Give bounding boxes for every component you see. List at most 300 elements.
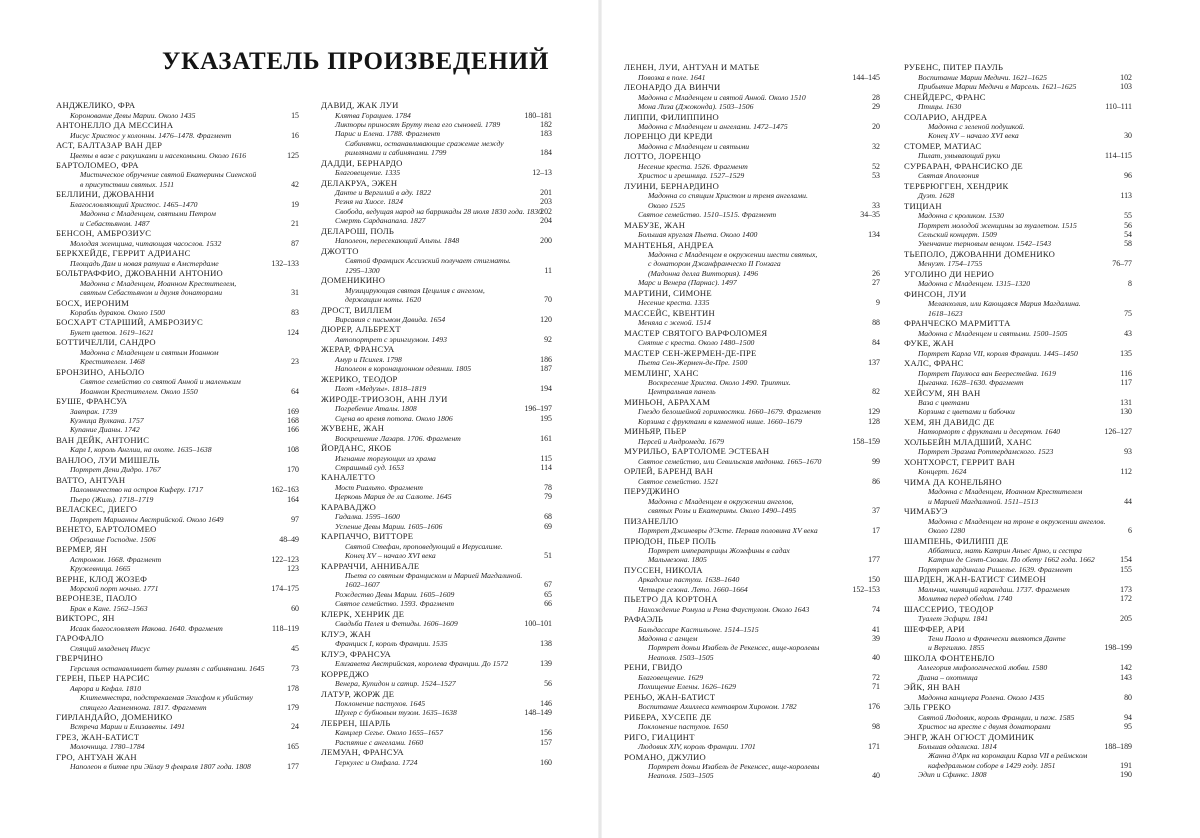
artist-name: ХАЛС, ФРАНС [904,358,964,369]
page-number: 30 [1124,131,1132,141]
artwork-title: спящего Агамемнона. 1817. Фрагмент [80,702,207,712]
artist-heading [624,535,880,546]
page-number: 180–181 [524,110,552,120]
artwork-title: Корзина с цветами и бабочки [918,407,1015,417]
index-column-1 [56,100,299,772]
artist-name: ЛОТТО, ЛОРЕНЦО [624,151,701,162]
artwork-title: Гадалка. 1595–1600 [335,512,400,522]
artist-name: АНТОНЕЛЛО ДА МЕССИНА [56,120,174,131]
artist-heading [904,387,1132,398]
page-number: 80 [1124,692,1132,702]
artwork-title: Портрет доньи Изабель де Рекенсес, вице-королевы [648,643,820,653]
page-number: 72 [872,672,880,682]
page-number: 97 [291,514,299,524]
page-number: 65 [544,589,552,599]
artist-heading [624,565,880,576]
artist-heading [321,246,552,257]
artist-heading [321,718,552,729]
page-number: 191 [1120,760,1132,770]
page-number: 53 [872,171,880,181]
artwork-title: Портрет доньи Изабель де Рекенсес, вице-королевы [648,761,820,771]
artist-name: ГЕРЕН, ПЬЕР НАРСИС [56,673,150,684]
artwork-title: Большая круглая Пьета. Около 1400 [638,229,758,239]
artist-name: ВАН ДЕЙК, АНТОНИС [56,434,150,445]
artwork-entry [904,673,1132,682]
artwork-title: Благовещение. 1335 [335,168,401,178]
artist-heading [904,702,1132,713]
page-number: 66 [544,599,552,609]
artist-name: МИНЬЯР, ПЬЕР [624,426,687,437]
artist-name: РОМАНО, ДЖУЛИО [624,751,706,762]
page-number: 55 [1124,211,1132,221]
artwork-entry [321,512,552,521]
artwork-title: Мальмезона. 1805 [648,555,707,565]
artwork-entry [56,308,299,317]
artwork-entry [904,467,1132,476]
artwork-title: Святое семейство. 1521 [638,476,719,486]
artwork-title: Аркадские пастухи. 1638–1640 [638,575,740,585]
artist-name: ВЕЛАСКЕС, ДИЕГО [56,504,138,515]
page-number: 8 [1128,279,1132,289]
artwork-entry [624,575,880,584]
artist-heading [624,367,880,378]
artwork-entry [624,298,880,307]
artist-heading [321,443,552,454]
page-number: 15 [291,110,299,120]
index-column-3 [624,62,880,781]
artist-heading [56,396,299,407]
artwork-entry [904,447,1132,456]
page-number: 79 [544,492,552,502]
artwork-title: Святое семейство со святой Анной и маленьким [80,377,241,387]
artist-heading [321,502,552,513]
artwork-title: Нахождение Ромула и Рема Фаустулом. Около 1643 [638,604,810,614]
artwork-entry [56,170,299,179]
artwork-title: Бальдассаре Кастильоне. 1514–1515 [638,624,759,634]
artwork-title: Мадонна со спящим Христом и тремя ангелами. [648,191,808,201]
artwork-entry [904,497,1132,506]
page-number: 171 [868,742,880,752]
artist-heading [624,327,880,338]
artist-name: КАРРАЧЧИ, АННИБАЛЕ [321,560,420,571]
page-number: 56 [544,678,552,688]
artwork-entry [56,259,299,268]
artist-heading [321,324,552,335]
artwork-title: Тени Паоло и Франчески являются Данте [928,633,1066,643]
artwork-entry [321,619,552,628]
artwork-entry [904,73,1132,82]
page-number: 56 [1124,220,1132,230]
artwork-title: Святая Аполлония [918,171,979,181]
artwork-title: Увенчание терновым венцом. 1542–1543 [918,239,1052,249]
artist-name: ГРЕЗ, ЖАН-БАТИСТ [56,732,140,743]
page-number: 43 [1124,328,1132,338]
artwork-entry [624,555,880,564]
artwork-title: 1618–1623 [928,308,963,318]
artwork-entry [904,151,1132,160]
artist-name: ГВЕРЧИНО [56,653,103,664]
artwork-title: Шулер с бубновым тузом. 1635–1638 [335,708,457,718]
artwork-title: Иисус Христос у колонны. 1476–1478. Фрагмент [70,130,232,140]
artwork-title: в присутствии святых. 1511 [80,179,175,189]
artwork-title: Елизавета Австрийская, королева Франции. До 1572 [335,659,509,669]
artwork-entry [624,742,880,751]
artwork-title: Изгнание торгующих из храма [335,453,436,463]
artwork-entry [904,398,1132,407]
artist-heading [904,62,1132,73]
page-number: 23 [291,357,299,367]
artwork-entry [624,250,880,259]
index-column-2 [321,100,552,767]
artwork-title: Обрезание Господне. 1506 [70,534,156,544]
artwork-entry [56,495,299,504]
artwork-entry [624,122,880,131]
page-number: 64 [291,386,299,396]
page-number: 102 [1120,72,1132,82]
page-number: 137 [868,357,880,367]
artist-name: ХЕМ, ЯН ДАВИДС ДЕ [904,416,995,427]
page-number: 173 [1120,584,1132,594]
page-number: 51 [544,550,552,560]
page-number: 114–115 [1104,151,1132,161]
artwork-title: Портрет Дени Дидро. 1767 [70,465,161,475]
artist-name: ХЕЙСУМ, ЯН ВАН [904,387,981,398]
artist-heading [56,613,299,624]
artist-name: ДЖОТТО [321,245,359,256]
artwork-title: Гнездо белошейной горихвостки. 1660–1679. Фрагмент [638,407,821,417]
artwork-title: Площадь Дам и новая ратуша в Амстердаме [70,258,219,268]
artwork-entry [904,761,1132,770]
page-number: 16 [291,130,299,140]
artwork-title: Воспитание Марии Медичи. 1621–1625 [918,72,1047,82]
artwork-title: Клятва Горациев. 1784 [335,110,411,120]
artist-heading [321,423,552,434]
artist-heading [321,394,552,405]
artist-name: ВЕНЕТО, БАРТОЛОМЕО [56,524,157,535]
page-number: 12–13 [532,168,552,178]
artist-heading [624,515,880,526]
page-number: 20 [872,121,880,131]
artist-heading [904,358,1132,369]
artwork-entry [321,404,552,413]
artwork-entry [56,288,299,297]
artist-name: ЛЕНЕН, ЛУИ, АНТУАН И МАТЬЕ [624,62,760,73]
artist-heading [321,628,552,639]
artist-name: КАРПАЧЧО, ВИТТОРЕ [321,531,414,542]
artwork-title: Портрет Марианны Австрийской. Около 1649 [70,514,224,524]
artist-name: ШЕФФЕР, АРИ [904,623,965,634]
artist-name: ПУССЕН, НИКОЛА [624,564,703,575]
page-number: 40 [872,652,880,662]
artist-heading [321,747,552,758]
artist-name: МАСТЕР СВЯТОГО ВАРФОЛОМЕЯ [624,327,768,338]
page-number: 134 [868,229,880,239]
page-number: 142 [1120,663,1132,673]
artwork-entry [321,571,552,580]
artist-name: РУБЕНС, ПИТЕР ПАУЛЬ [904,62,1004,73]
artwork-entry [321,295,552,304]
artwork-entry [904,770,1132,779]
page-number: 168 [287,415,299,425]
artist-heading [624,662,880,673]
artwork-entry [56,328,299,337]
artwork-title: Аллегория мифологической любви. 1580 [918,663,1048,673]
artwork-entry [321,434,552,443]
artwork-title: Неаполя. 1503–1505 [648,771,714,781]
artist-name: ДЮРЕР, АЛЬБРЕХТ [321,324,401,335]
artwork-entry [321,111,552,120]
artwork-entry [321,483,552,492]
artwork-title: с донатором Джанфранческо II Гонзага [648,259,781,269]
artist-heading [904,338,1132,349]
artwork-title: Мадонна с Младенцем на троне в окружении ангелов. [928,516,1106,526]
artist-name: ЧИМАБУЭ [904,506,948,517]
artist-heading [904,91,1132,102]
artwork-entry [56,387,299,396]
artwork-title: Музицирующая святая Цецилия с ангелом, [345,285,485,295]
artist-name: БЕНСОН, АМБРОЗИУС [56,228,152,239]
artist-heading [56,504,299,515]
artwork-title: Святой Людовик, король Франции, и паж. 1585 [918,712,1075,722]
artwork-entry [56,209,299,218]
artist-name: ВЕРНЕ, КЛОД ЖОЗЕФ [56,573,148,584]
artwork-entry [321,168,552,177]
artwork-entry [904,713,1132,722]
artist-name: ЭЙК, ЯН ВАН [904,682,961,693]
page-number: 98 [872,722,880,732]
artwork-entry [904,487,1132,496]
artist-name: СОЛАРИО, АНДРЕА [904,111,988,122]
artwork-entry [321,492,552,501]
artwork-title: Похищение Елены. 1626–1629 [638,682,737,692]
artist-heading [321,374,552,385]
page-number: 124 [287,327,299,337]
artwork-entry [624,477,880,486]
artwork-entry [624,653,880,662]
artist-name: ВИКТОРС, ЯН [56,613,115,624]
page-number: 67 [544,580,552,590]
page-number: 112 [1120,467,1132,477]
artwork-entry [321,590,552,599]
artwork-title: Геркулес и Омфала. 1724 [335,757,418,767]
artist-heading [321,178,552,189]
artist-name: КАНАЛЕТТО [321,472,376,483]
artwork-entry [56,703,299,712]
artist-name: ОРЛЕЙ, БАРЕНД ВАН [624,466,714,477]
page-number: 83 [291,307,299,317]
artwork-title: Наполеон в коронационном одеянии. 1805 [335,364,472,374]
artwork-entry [624,526,880,535]
artwork-entry [624,634,880,643]
artwork-title: Святой Франциск Ассизский получает стигматы. [345,256,511,266]
artist-name: ВЕРОНЕЗЕ, ПАОЛО [56,593,138,604]
artist-heading [904,269,1132,280]
artist-heading [624,397,880,408]
page-number: 161 [540,433,552,443]
artwork-title: Брак в Кане. 1562–1563 [70,603,148,613]
artwork-entry [624,230,880,239]
artwork-entry [624,643,880,652]
artwork-title: Воскрешение Лазаря. 1706. Фрагмент [335,433,461,443]
artwork-entry [56,555,299,564]
artwork-title: Франциск I, король Франции. 1535 [335,639,448,649]
artwork-title: 1295–1300 [345,265,380,275]
artist-heading [56,732,299,743]
page-number: 177 [868,555,880,565]
artwork-entry [624,102,880,111]
artwork-entry [624,338,880,347]
artist-heading [624,287,880,298]
artist-name: ЛИППИ, ФИЛИППИНО [624,111,720,122]
artwork-title: Клитемнестра, подстрекаемая Эгисфом к убийству [80,693,254,703]
artist-name: ШКОЛА ФОНТЕНБЛО [904,652,995,663]
artwork-entry [624,407,880,416]
page-number: 135 [1120,348,1132,358]
artist-name: БУШЕ, ФРАНСУА [56,396,128,407]
artwork-entry [321,120,552,129]
artwork-title: Мадонна с Младенцем и святыми [638,141,750,151]
artwork-title: Снятие с креста. Около 1480–1500 [638,338,755,347]
artist-heading [56,268,299,279]
artist-heading [904,437,1132,448]
artwork-entry [904,299,1132,308]
page-number: 60 [291,603,299,613]
artwork-title: Наполеон в битве при Эйлау 9 февраля 1807 года. 1808 [70,762,251,772]
artist-name: ТИЦИАН [904,200,942,211]
artwork-entry [904,221,1132,230]
artist-name: МАРТИНИ, СИМОНЕ [624,287,712,298]
artwork-title: Портрет Эразма Роттердамского. 1523 [918,447,1054,457]
artist-name: БОЛЬТРАФФИО, ДЖОВАННИ АНТОНИО [56,268,223,279]
artist-name: ГРО, АНТУАН ЖАН [56,752,137,763]
page-number: 177 [287,762,299,772]
artwork-title: Цветы в вазе с ракушками и насекомыми. Около 1616 [70,150,247,160]
artist-name: БОСХ, ИЕРОНИМ [56,297,130,308]
page-number: 68 [544,512,552,522]
page-number: 40 [872,771,880,781]
artwork-entry [56,348,299,357]
artwork-title: Аббатиса, мать Катрин Аньес Арно, и сестра [928,545,1082,555]
page-number: 84 [872,338,880,347]
artist-name: ГИРЛАНДАЙО, ДОМЕНИКО [56,712,173,723]
page-number: 195 [540,413,552,423]
artwork-title: Наполеон, пересекающий Альпы. 1848 [335,236,460,246]
page-number: 202 [540,206,552,216]
page-number: 201 [540,188,552,198]
artist-heading [321,472,552,483]
artist-name: ЙОРДАНС, ЯКОБ [321,443,392,454]
page-number: 114 [540,462,552,472]
page-number: 6 [1128,525,1132,535]
artist-heading [56,100,299,111]
artwork-title: Морской порт ночью. 1771 [70,583,159,593]
artist-name: АНДЖЕЛИКО, ФРА [56,100,136,111]
artist-name: ХОЛЬБЕЙН МЛАДШИЙ, ХАНС [904,436,1032,447]
artwork-entry [56,445,299,454]
artwork-entry [624,585,880,594]
artwork-entry [624,546,880,555]
artwork-title: и Марией Магдалиной. 1511–1513 [928,496,1039,506]
artist-heading [624,239,880,250]
artist-name: ЛАТУР, ЖОРЖ ДЕ [321,688,395,699]
artwork-title: Свобода, ведущая народ на баррикады 28 июля 1830 года. 1830 [335,206,542,216]
page-number: 203 [540,197,552,207]
artist-name: МЕМЛИНГ, ХАНС [624,367,699,378]
artwork-entry [321,738,552,747]
artist-heading [56,337,299,348]
artwork-title: Астроном. 1668. Фрагмент [70,554,162,564]
artwork-title: 1602–1607 [345,580,380,590]
artwork-title: Святой Стефан, проповедующий в Иерусалиме. [345,541,503,551]
artwork-title: Паломничество на остров Киферу. 1717 [70,485,203,495]
artist-name: ЖЕРИКО, ТЕОДОР [321,373,398,384]
page-number: 126–127 [1104,427,1132,437]
artwork-title: Молитва перед обедом. 1740 [918,594,1013,604]
artwork-entry [904,171,1132,180]
artwork-entry [624,210,880,219]
artist-heading [321,531,552,542]
artist-name: ВАНЛОО, ЛУИ МИШЕЛЬ [56,454,160,465]
artist-name: РАФАЭЛЬ [624,614,664,625]
artist-name: ТЕРБРЮГГЕН, ХЕНДРИК [904,180,1009,191]
artwork-title: Карл I, король Англии, на охоте. 1635–1638 [70,445,212,455]
artwork-title: Менуэт. 1754–1755 [918,259,983,269]
artwork-title: Мост Риальто. Фрагмент [335,482,423,492]
artist-name: ШАССЕРИО, ТЕОДОР [904,603,994,614]
artwork-entry [904,693,1132,702]
page-number: 113 [1120,191,1132,201]
artist-name: КОРРЕДЖО [321,668,370,679]
artwork-entry [904,211,1132,220]
page-number: 194 [540,384,552,394]
artist-name: БРОНЗИНО, АНЬОЛО [56,366,145,377]
artwork-title: Букет цветов. 1619–1621 [70,327,154,337]
artwork-entry [56,357,299,366]
artist-name: ДОМЕНИКИНО [321,275,386,286]
page-number: 166 [287,425,299,435]
page-number: 31 [291,287,299,297]
artwork-title: Мадонна с Младенцем и ангелами. 1472–1475 [638,121,788,131]
page-number: 200 [540,236,552,246]
artist-name: МАНТЕНЬЯ, АНДРЕА [624,239,714,250]
artist-heading [56,140,299,151]
artist-heading [904,201,1132,212]
artwork-title: Меланхолия, или Кающаяся Мария Магдалина. [928,299,1081,309]
page-number: 144–145 [852,72,880,82]
artwork-entry [624,358,880,367]
artist-name: ФРАНЧЕСКО МАРМИТТА [904,318,1011,329]
artwork-title: Натюрморт с фруктами и десертом. 1640 [918,427,1061,437]
artwork-title: Купание Дианы. 1742 [70,425,140,435]
artwork-title: святых Розы и Екатерины. Около 1490–1495 [648,505,797,515]
artwork-title: Мадонна канцлера Ролена. Около 1435 [918,692,1045,702]
artwork-title: Туалет Эсфири. 1841 [918,614,989,623]
page-number: 76–77 [1112,259,1132,269]
artist-heading [624,486,880,497]
artwork-title: Резня на Хиосе. 1824 [335,197,403,207]
artwork-title: Повозка в поле. 1641 [638,72,706,82]
page-number: 117 [1120,377,1132,387]
artist-heading [624,82,880,93]
artwork-entry [321,659,552,668]
artist-name: ПИЗАНЕЛЛО [624,515,679,526]
artwork-entry [321,414,552,423]
page-number: 154 [1120,555,1132,565]
artwork-title: Молочница. 1780–1784 [70,742,145,752]
artwork-entry [624,417,880,426]
artwork-entry [56,219,299,228]
artist-name: ЧИМА ДА КОНЕЛЬЯНО [904,476,1002,487]
